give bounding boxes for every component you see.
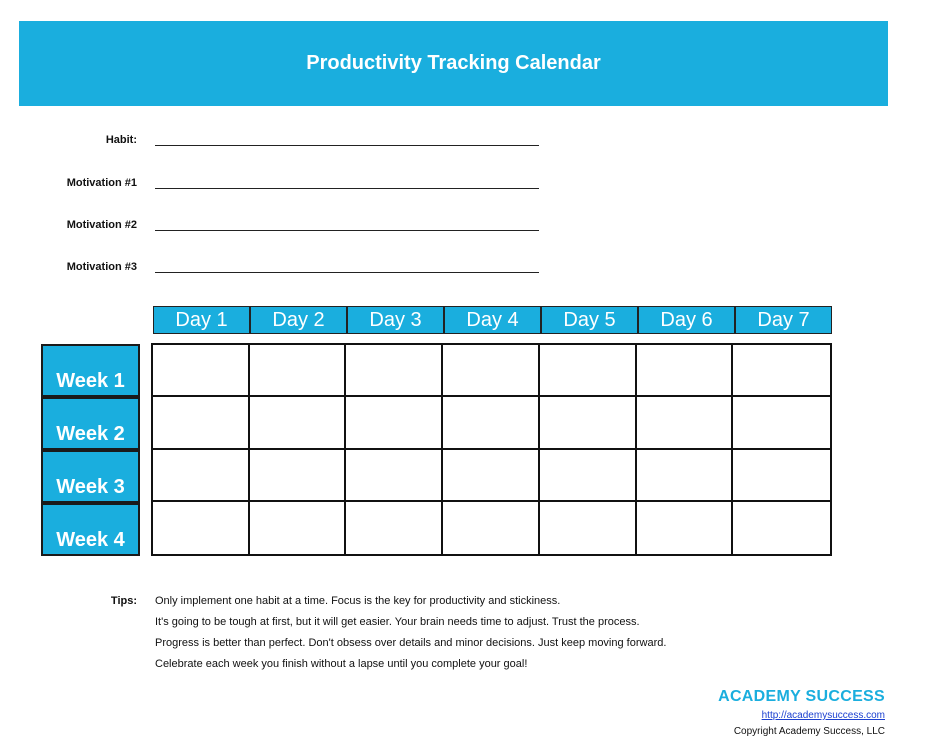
tip-line-3: Progress is better than perfect. Don't obsess over details and minor decisions. Just keep moving forward. <box>155 637 667 649</box>
brand-logo-text: ACADEMY SUCCESS <box>718 688 885 705</box>
habit-line[interactable] <box>155 145 539 146</box>
week-header-4: Week 4 <box>41 503 140 556</box>
calendar-cell[interactable] <box>733 502 830 554</box>
calendar-grid <box>151 343 832 556</box>
tips-label: Tips: <box>110 595 137 607</box>
tip-line-2: It's going to be tough at first, but it will get easier. Your brain needs time to adjust. Trust the process. <box>155 616 640 628</box>
day-header-6: Day 6 <box>638 306 735 334</box>
calendar-cell[interactable] <box>637 450 734 502</box>
day-header-3: Day 3 <box>347 306 444 334</box>
motivation-1-line[interactable] <box>155 188 539 189</box>
calendar-cell[interactable] <box>153 345 250 397</box>
calendar-cell[interactable] <box>346 345 443 397</box>
calendar-cell[interactable] <box>346 450 443 502</box>
calendar-cell[interactable] <box>443 345 540 397</box>
week-header-2: Week 2 <box>41 397 140 450</box>
page-title: Productivity Tracking Calendar <box>306 52 601 74</box>
copyright-text: Copyright Academy Success, LLC <box>733 726 885 737</box>
website-link[interactable]: http://academysuccess.com <box>761 710 885 721</box>
calendar-cell[interactable] <box>540 502 637 554</box>
calendar-cell[interactable] <box>637 397 734 449</box>
calendar-cell[interactable] <box>250 345 347 397</box>
calendar-cell[interactable] <box>346 502 443 554</box>
calendar-cell[interactable] <box>733 450 830 502</box>
header-banner <box>19 21 888 106</box>
motivation-1-label: Motivation #1 <box>66 177 137 189</box>
week-header-3: Week 3 <box>41 450 140 503</box>
day-header-5: Day 5 <box>541 306 638 334</box>
day-header-2: Day 2 <box>250 306 347 334</box>
day-header-7: Day 7 <box>735 306 832 334</box>
calendar-cell[interactable] <box>250 502 347 554</box>
calendar-cell[interactable] <box>250 397 347 449</box>
day-header-4: Day 4 <box>444 306 541 334</box>
tip-line-4: Celebrate each week you finish without a lapse until you complete your goal! <box>155 658 528 670</box>
day-header-1: Day 1 <box>153 306 250 334</box>
calendar-cell[interactable] <box>540 450 637 502</box>
calendar-cell[interactable] <box>153 502 250 554</box>
calendar-cell[interactable] <box>443 502 540 554</box>
calendar-cell[interactable] <box>153 450 250 502</box>
week-header-1: Week 1 <box>41 344 140 397</box>
motivation-2-line[interactable] <box>155 230 539 231</box>
calendar-cell[interactable] <box>346 397 443 449</box>
motivation-3-line[interactable] <box>155 272 539 273</box>
calendar-cell[interactable] <box>443 397 540 449</box>
motivation-3-label: Motivation #3 <box>66 261 137 273</box>
calendar-cell[interactable] <box>637 502 734 554</box>
calendar-cell[interactable] <box>443 450 540 502</box>
calendar-cell[interactable] <box>250 450 347 502</box>
calendar-cell[interactable] <box>637 345 734 397</box>
calendar-cell[interactable] <box>540 397 637 449</box>
motivation-2-label: Motivation #2 <box>66 219 137 231</box>
calendar-cell[interactable] <box>733 345 830 397</box>
calendar-cell[interactable] <box>540 345 637 397</box>
habit-label: Habit: <box>105 134 137 146</box>
tip-line-1: Only implement one habit at a time. Focus is the key for productivity and stickiness. <box>155 595 561 607</box>
calendar-cell[interactable] <box>153 397 250 449</box>
calendar-cell[interactable] <box>733 397 830 449</box>
